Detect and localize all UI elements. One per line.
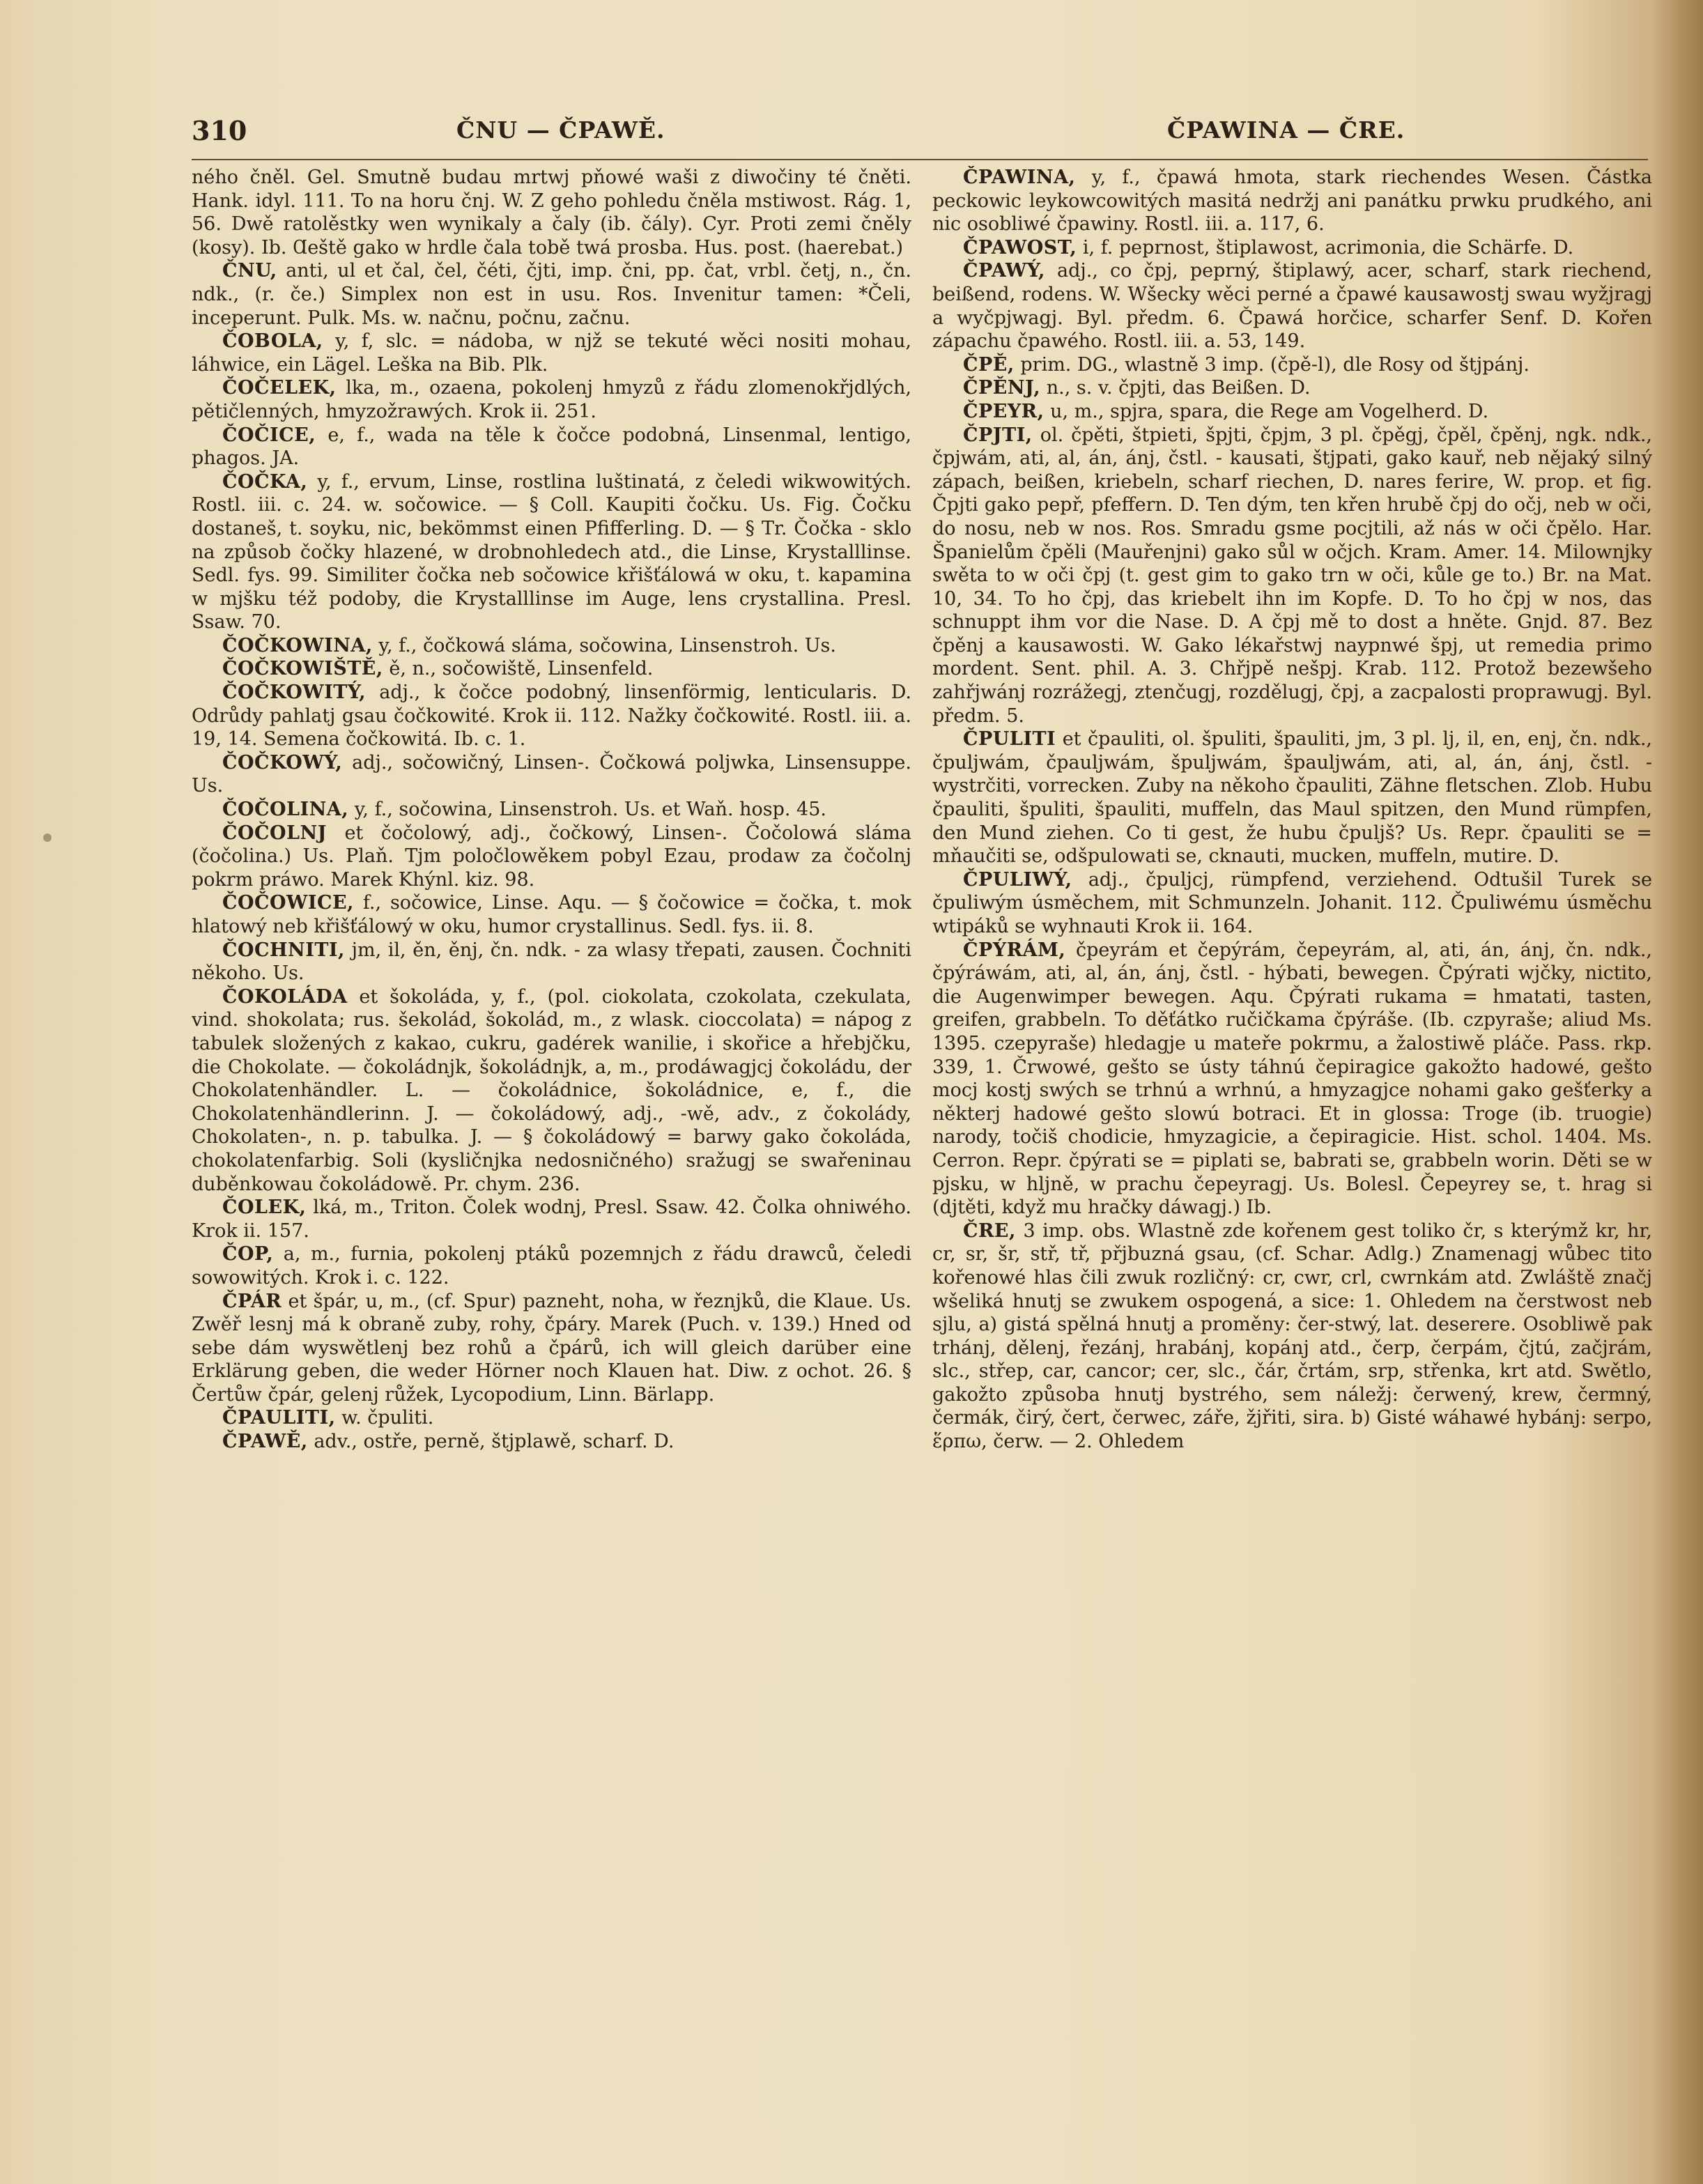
dictionary-entry: [192, 751, 911, 798]
dictionary-entry: [192, 798, 911, 822]
entry-text: y, f, slc. = nádoba, w njž se tekuté wěci nositi mohau, láhwice, ein Lägel. Leška na Bib. Plk.: [192, 330, 911, 376]
entry-headword: ČOČKOWIŠTĚ,: [222, 658, 383, 680]
entry-text: čpeyrám et čepýrám, čepeyrám, al, ati, án, ánj, čn. ndk., čpýráwám, ati, al, án, ánj, čstl. - hýbati, bewegen. Čpýrati wjčky, nictito, die Augenwimper bewegen. Aqu. Čpýrati rukama = hmatati, tasten, greifen, grabbeln. To děťátko ručičkama čpýráše. (Ib. czpyraše; aliud Ms. 1395. czepyraše) hledagje u mateře pokrmu, a žalostiwě pláče. Pass. rkp. 339, 1. Črwowé, gešto se ústy táhnú čepiragice gakožto hadowé, gešto mocj kostj swých se trhnú a wrhnú, a hmyzagjce nohami gako gešťerky a některj hadowé gešto slowú botraci. Et in glossa: Troge (ib. truogie) narody, točiš chodicie, hmyzagicie, a čepiragicie. Hist. schol. 1404. Ms. Cerron. Repr. čpýrati se = piplati se, babrati se, grabbeln worin. Děti se w pjsku, w hljně, w prachu čepeyragj. Us. Bolesl. Čepeyrey se, t. hrag si (djtěti, když mu hračky dáwagj.) Ib.: [932, 939, 1652, 1219]
book-spine-shadow: [1654, 0, 1703, 2184]
entry-text: ného čněl. Gel. Smutně budau mrtwj pňowé waši z diwočiny té čněti. Hank. idyl. 111. To na horu čnj. W. Z geho pohledu čněla mstiwost. Rág. 1, 56. Dwě ratolěstky wen wynikaly a čaly (ib. čály). Cyr. Proti zemi čněly (kosy). Ib. Ɑeště gako w hrdle čala tobě twá prosba. Hus. post. (haerebat.): [192, 167, 911, 259]
entry-text: i, f. peprnost, štiplawost, acrimonia, die Schärfe. D.: [1082, 236, 1574, 259]
entry-headword: ČPAWOST,: [963, 236, 1077, 259]
entry-headword: ČPAWÝ,: [963, 260, 1045, 282]
entry-text: y, f., čpawá hmota, stark riechendes Wesen. Částka peckowic leykowcowitých masitá nedržj ani panátku prwku prudkého, ani nic osobliwé čpawiny. Rostl. iii. a. 117, 6.: [932, 167, 1652, 236]
entry-text: e, f., wada na těle k čočce podobná, Linsenmal, lentigo, phagos. JA.: [192, 424, 911, 470]
entry-text: prim. DG., wlastně 3 imp. (čpě-l), dle Rosy od štjpánj.: [1020, 353, 1529, 376]
entry-text: adj., čpulјcj, rümpfend, verziehend. Odtušil Turek se čpuliwým úsměchem, mit Schmunzeln. Johanit. 112. Čpuliwému úsměchu wtipáků se wyhnauti Krok ii. 164.: [932, 868, 1652, 937]
entry-headword: ČNU,: [222, 260, 277, 282]
dictionary-entry: [932, 424, 1652, 728]
entry-text: lka, m., ozaena, pokolenj hmyzů z řádu zlomenokřjdlých, pětičlenných, hmyzožrawých. Krok ii. 251.: [192, 377, 911, 422]
entry-headword: ČOČOLNJ: [222, 822, 327, 844]
entry-text: a, m., furnia, pokolenj ptáků pozemnjch z řádu drawců, čeledi sowowitých. Krok i. c. 122.: [192, 1243, 911, 1289]
entry-text: w. čpuliti.: [341, 1407, 434, 1429]
dictionary-entry: [932, 939, 1652, 1220]
entry-headword: ČOČOWICE,: [222, 892, 354, 914]
entry-text: y, f., ervum, Linse, rostlina luštinatá, z čeledi wikwowitých. Rostl. iii. c. 24. w. sočowice. — § Coll. Kaupiti čočku. Us. Fig. Čočku dostaneš, t. soyku, nic, bekömmst einen Pfifferling. D. — § Tr. Čočka - sklo na způsob čočky hlazené, w drobnohledech atd., die Linse, Krystalllinse. Sedl. fys. 99. Similiter čočka neb sočowice křišťálowá w oku, t. kapamina w mjšku též podoby, die Krystalllinse im Auge, lens crystallina. Presl. Ssaw. 70.: [192, 470, 911, 633]
entry-headword: ČOČICE,: [222, 424, 316, 446]
entry-text: ě, n., sočowiště, Linsenfeld.: [389, 658, 654, 680]
entry-headword: ČPAWINA,: [963, 167, 1076, 188]
entry-headword: ČPÝRÁM,: [963, 939, 1066, 961]
entry-text: y, f., sočowina, Linsenstroh. Us. et Waň. hosp. 45.: [354, 799, 826, 821]
entry-headword: ČOČELEK,: [222, 377, 337, 399]
dictionary-entry: [192, 939, 911, 985]
left-column: [192, 166, 911, 2145]
dictionary-entry: [192, 681, 911, 751]
header-rule: [192, 159, 1648, 160]
entry-text: lká, m., Triton. Čolek wodnj, Presl. Ssaw. 42. Čolka ohniwého. Krok ii. 157.: [192, 1197, 911, 1242]
dictionary-entry: [192, 1243, 911, 1289]
dictionary-entry: [192, 166, 911, 259]
entry-headword: ČPÁR: [222, 1290, 282, 1312]
entry-headword: ČPAULITI,: [222, 1407, 336, 1429]
right-running-title: ČPAWINA — ČRE.: [1167, 116, 1405, 144]
entry-text: adj., sočowičný, Linsen-. Čočkowá poljwka, Linsensuppe. Us.: [192, 751, 911, 797]
entry-text: et čočolowý, adj., čočkowý, Linsen-. Čočolowá sláma (čočolina.) Us. Plaň. Tjm poločlowěkem pobyl Ezau, prodaw za čočolnj pokrm práwo. Marek Khýnl. kiz. 98.: [192, 822, 911, 891]
dictionary-entry: [192, 1196, 911, 1243]
entry-headword: ČOČKOWINA,: [222, 634, 373, 656]
entry-headword: ČRE,: [963, 1220, 1016, 1242]
entry-headword: ČPULITI: [963, 728, 1056, 751]
entry-headword: ČOČOLINA,: [222, 799, 349, 821]
dictionary-entry: [192, 1290, 911, 1407]
entry-text: f., sočowice, Linse. Aqu. — § čočowice = čočka, t. mok hlatowý neb křišťálowý w oku, humor crystallinus. Sedl. fys. ii. 8.: [192, 892, 911, 937]
dictionary-entry: [932, 353, 1652, 377]
entry-headword: ČOČKOWITÝ,: [222, 682, 366, 704]
dictionary-entry: [192, 891, 911, 938]
dictionary-entry: [932, 728, 1652, 868]
entry-text: jm, il, ěn, ěnj, čn. ndk. - za wlasy třepati, zausen. Čochniti někoho. Us.: [192, 939, 911, 985]
dictionary-entry: [192, 470, 911, 634]
dictionary-entry: [932, 166, 1652, 236]
entry-text: adj., co čpj, peprný, štiplawý, acer, scharf, stark riechend, beißend, rodens. W. Wšecky wěci perné a čpawé kausawostj swau wyžjragj a wyčpjwagj. Byl. předm. 6. Čpawá horčice, scharfer Senf. D. Kořen zápachu čpawého. Rostl. iii. a. 53, 149.: [932, 260, 1652, 353]
entry-headword: ČOKOLÁDA: [222, 985, 348, 1008]
left-running-title: ČNU — ČPAWĚ.: [456, 116, 665, 144]
entry-headword: ČPJTI,: [963, 424, 1033, 446]
dictionary-entry: [932, 868, 1652, 939]
right-column: [932, 166, 1652, 2145]
dictionary-entry: [932, 236, 1652, 260]
entry-text: u, m., spjra, spara, die Rege am Vogelherd. D.: [1050, 400, 1489, 422]
dictionary-entry: [932, 259, 1652, 353]
dictionary-entry: [932, 400, 1652, 424]
entry-text: n., s. v. čpjti, das Beißen. D.: [1046, 377, 1311, 399]
entry-text: adj., k čočce podobný, linsenförmig, lenticularis. D. Odrůdy pahlatj gsau čočkowité. Krok ii. 112. Nažky čočkowité. Rostl. iii. a. 19, 14. Semena čočkowitá. Ib. c. 1.: [192, 682, 911, 751]
dictionary-entry: [192, 259, 911, 330]
entry-text: ol. čpěti, štpieti, špjti, čpjm, 3 pl. čpěgj, čpěl, čpěnj, ngk. ndk., čpjwám, ati, al, án, ánj, čstl. - kausati, štjpati, gako kauř, neb nějaký silný zápach, beißen, kriebeln, scharf riechen, D. nares ferire, W. prop. et fig. Čpjti gako pepř, pfeffern. D. Ten dým, ten křen hrubě čpj do očj, neb w oči, do nosu, neb w nos. Ros. Smradu gsme pocjtili, až nás w oči čpělo. Har. Španielům čpěli (Mauřenjni) gako sůl w očjch. Kram. Amer. 14. Milownjky swěta to w oči čpj (t. gest gim to gako trn w oči, kůle ge to.) Br. na Mat. 10, 34. To ho čpj, das kriebelt ihn im Kopfe. D. To ho čpj w nos, das schnuppt ihm vor die Nase. D. A čpj mě to dost a hněte. Gnjd. 87. Bez čpěnj a kausawosti. W. Gako lékařstwj naypnwé špj, ut remedia primo mordent. Sent. phil. A. 3. Chřjpě nešpj. Krab. 112. Protož bezewšeho zahřjwánj rozrážegj, ztenčugj, rozdělugj, čpj, a zacpalosti proprawugj. Byl. předm. 5.: [932, 424, 1652, 727]
dictionary-entry: [192, 657, 911, 681]
entry-headword: ČOČKA,: [222, 470, 308, 493]
entry-text: adv., ostře, perně, štjplawě, scharf. D.: [314, 1431, 675, 1453]
entry-headword: ČOP,: [222, 1243, 274, 1266]
ink-smudge: [43, 833, 52, 842]
entry-text: et šokoláda, y, f., (pol. ciokolata, czokolata, czekulata, vind. shokolata; rus. šekolád, šokolád, m., z wlask. cioccolata) = nápog z tabulek složených z kakao, cukru, gadérek wanilie, i skořice a hřebjčku, die Chokolate. — čokoládnjk, šokoládnjk, a, m., prodáwagjcj čokoládu, der Chokolatenhändler. L. — čokoládnice, šokoládnice, e, f., die Chokolatenhändlerinn. J. — čokoládowý, adj., -wě, adv., z čokolády, Chokolaten-, n. p. tabulka. J. — § čokoládowý = barwy gako čokoláda, chokolatenfarbig. Soli (kysličnjka nedosničného) sražugj se swařeninau duběnkowau čokoládowě. Pr. chym. 236.: [192, 985, 911, 1195]
page-number: 310: [192, 115, 247, 146]
entry-headword: ČPAWĚ,: [222, 1431, 308, 1453]
dictionary-entry: [192, 330, 911, 376]
entry-text: 3 imp. obs. Wlastně zde kořenem gest toliko čr, s kterýmž kr, hr, cr, sr, šr, stř, tř, přjbuzná gsau, (cf. Schar. Adlg.) Znamenagj wůbec tito kořenowé hlas čili zwuk rozličný: cr, cwr, crl, cwrnkám atd. Zwláště značj wšeliká hnutj se zwukem ospogená, a sice: 1. Ohledem na čerstwost neb sjlu, a) gistá spělná hnutj a proměny: čer-stwý, lat. deserere. Osobliwě pak trhánj, dělenj, řezánj, hrabánj, kopánj atd., čerp, čerpám, čjtú, začjrám, slc., střep, car, cancor; cer, slc., čár, črtám, srp, střenka, krt atd. Swětlo, gakožto způsoba hnutj bystrého, sem náležj: čerwený, krew, čermný, čermák, čirý, čert, čerwec, zářе, žjřiti, sira. b) Gisté wáhawé hybánj: serpo, ἕρπω, čerw. — 2. Ohledem: [932, 1220, 1652, 1453]
entry-headword: ČPEYR,: [963, 400, 1045, 422]
entry-headword: ČPĚNJ,: [963, 377, 1041, 399]
dictionary-entry: [192, 1406, 911, 1430]
entry-headword: ČPULIWÝ,: [963, 868, 1072, 891]
dictionary-entry: [932, 376, 1652, 400]
dictionary-entry: [192, 822, 911, 892]
entry-text: et čpauliti, ol. špuliti, špauliti, jm, 3 pl. lj, il, en, enj, čn. ndk., čpuljwám, čpauljwám, špuljwám, špauljwám, ati, al, án, ánj, čstl. - wystrčiti, vorrecken. Zuby na někoho čpauliti, Zähne fletschen. Zlob. Hubu čpauliti, špuliti, špauliti, muffeln, das Maul spitzen, den Mund rümpfen, den Mund ziehen. Co ti gest, že hubu čpulјš? Us. Repr. čpauliti se = mňaučiti se, odšpulowati se, cknauti, mucken, muffeln, mutire. D.: [932, 728, 1652, 868]
dictionary-entry: [192, 424, 911, 470]
dictionary-entry: [192, 985, 911, 1196]
dictionary-entry: [192, 1430, 911, 1454]
entry-headword: ČOBOLA,: [222, 330, 323, 353]
running-header: [192, 115, 1648, 157]
dictionary-entry: [932, 1220, 1652, 1454]
entry-text: anti, ul et čal, čel, čéti, čjti, imp. čni, pp. čat, vrbl. četj, n., čn. ndk., (r. če.) Simplex non est in usu. Ros. Invenitur tamen: *Čeli, inceperunt. Pulk. Ms. w. načnu, počnu, začnu.: [192, 260, 911, 329]
entry-headword: ČOČKOWÝ,: [222, 751, 343, 774]
entry-headword: ČOCHNITI,: [222, 939, 345, 961]
entry-headword: ČOLEK,: [222, 1197, 307, 1219]
entry-text: et špár, u, m., (cf. Spur) pazneht, noha, w řeznjků, die Klaue. Us. Zwěř lesnj má k obraně zuby, rohy, čpáry. Marek (Puch. v. 139.) Hned od sebe dám wyswětlenj bez rohů a čpárů, ich will gleich darüber eine Erklärung geben, die weder Hörner noch Klauen hat. Diw. z ochot. 26. § Čertůw čpár, gelenj růžek, Lycopodium, Linn. Bärlapp.: [192, 1290, 911, 1406]
dictionary-entry: [192, 634, 911, 658]
dictionary-entry: [192, 376, 911, 423]
entry-headword: ČPĚ,: [963, 353, 1015, 376]
entry-text: y, f., čočkowá sláma, sočowina, Linsenstroh. Us.: [378, 634, 836, 656]
